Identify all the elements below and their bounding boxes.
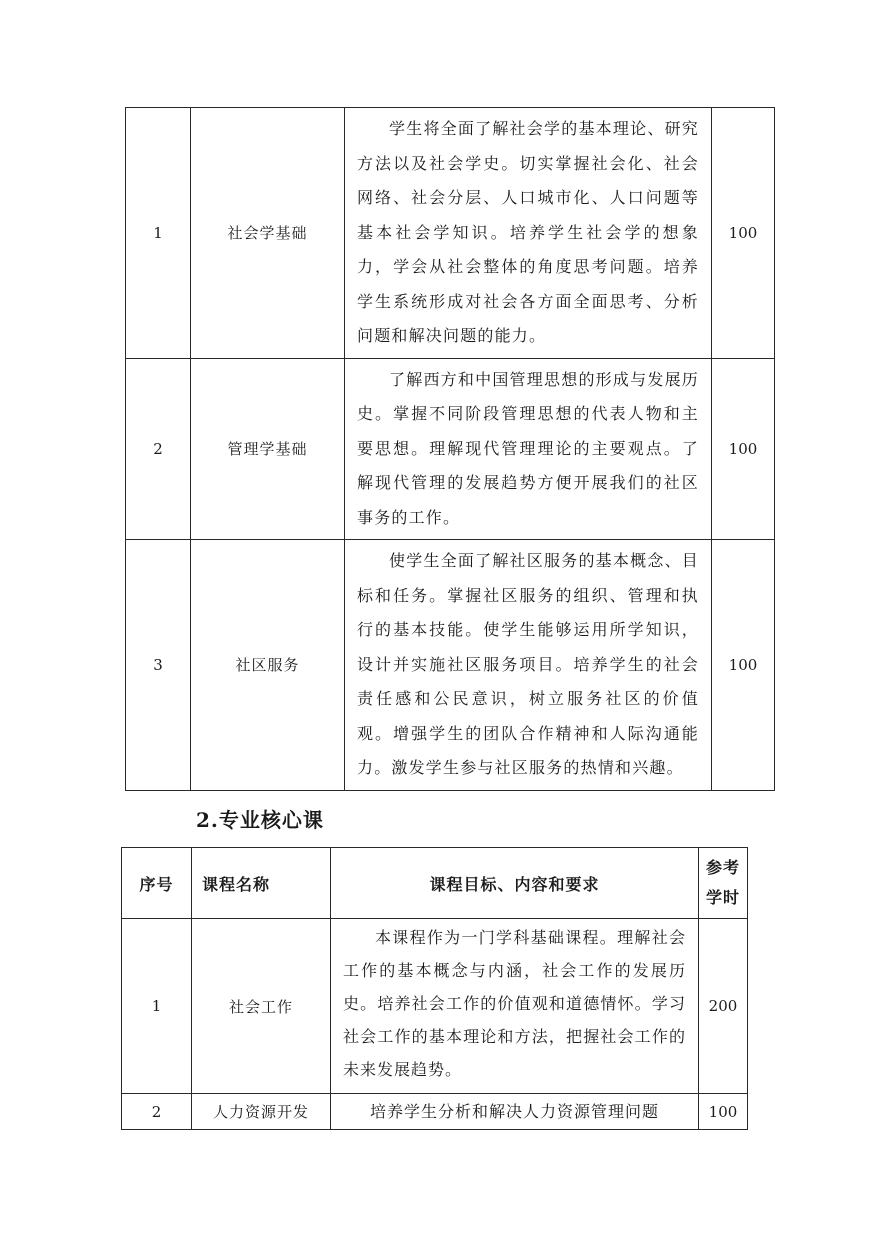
course-hours: 100 [712, 358, 775, 540]
table-row [126, 358, 775, 540]
course-description-text: 了解西方和中国管理思想的形成与发展历史。掌握不同阶段管理思想的代表人物和主要思想。理解现代管理理论的主要观点。了解现代管理的发展趋势方便开展我们的社区事务的工作。 [357, 369, 699, 527]
course-table-foundation [125, 107, 775, 791]
course-table-core [121, 847, 748, 1130]
course-number: 3 [126, 540, 191, 791]
course-description [331, 1094, 699, 1130]
course-description [345, 108, 712, 359]
course-hours: 100 [712, 108, 775, 359]
course-name: 社会工作 [192, 919, 331, 1094]
table-row [122, 919, 748, 1094]
section-title: 2.专业核心课 [196, 808, 324, 832]
course-name: 社会学基础 [191, 108, 345, 359]
course-number: 1 [122, 919, 192, 1094]
course-description-text: 使学生全面了解社区服务的基本概念、目标和任务。掌握社区服务的组织、管理和执行的基本技能。使学生能够运用所学知识，设计并实施社区服务项目。培养学生的社会责任感和公民意识，树立服务社区的价值观。增强学生的团队合作精神和人际沟通能力。激发学生参与社区服务的热情和兴趣。 [357, 551, 699, 777]
course-description-text: 培养学生分析和解决人力资源管理问题 [369, 1102, 659, 1121]
course-number: 1 [126, 108, 191, 359]
course-description-text: 本课程作为一门学科基础课程。理解社会工作的基本概念与内涵，社会工作的发展历史。培养社会工作的价值观和道德情怀。学习社会工作的基本理论和方法，把握社会工作的未来发展趋势。 [343, 928, 686, 1079]
table-header-row [122, 848, 748, 919]
header-hours [699, 848, 748, 919]
course-description [345, 358, 712, 540]
header-number: 序号 [122, 848, 192, 919]
course-name: 管理学基础 [191, 358, 345, 540]
table-row [126, 108, 775, 359]
course-hours: 100 [712, 540, 775, 791]
course-description [345, 540, 712, 791]
course-description [331, 919, 699, 1094]
table-row [126, 540, 775, 791]
header-course-name: 课程名称 [192, 848, 331, 919]
table-row [122, 1094, 748, 1130]
header-hours-line2: 学时 [705, 888, 740, 907]
course-name: 社区服务 [191, 540, 345, 791]
header-hours-line1: 参考 [705, 858, 740, 877]
course-number: 2 [122, 1094, 192, 1130]
course-description-text: 学生将全面了解社会学的基本理论、研究方法以及社会学史。切实掌握社会化、社会网络、社会分层、人口城市化、人口问题等基本社会学知识。培养学生社会学的想象力，学会从社会整体的角度思考问题。培养学生系统形成对社会各方面全面思考、分析问题和解决问题的能力。 [357, 119, 699, 345]
course-hours: 100 [699, 1094, 748, 1130]
course-number: 2 [126, 358, 191, 540]
course-hours: 200 [699, 919, 748, 1094]
course-name: 人力资源开发 [192, 1094, 331, 1130]
header-description: 课程目标、内容和要求 [331, 848, 699, 919]
